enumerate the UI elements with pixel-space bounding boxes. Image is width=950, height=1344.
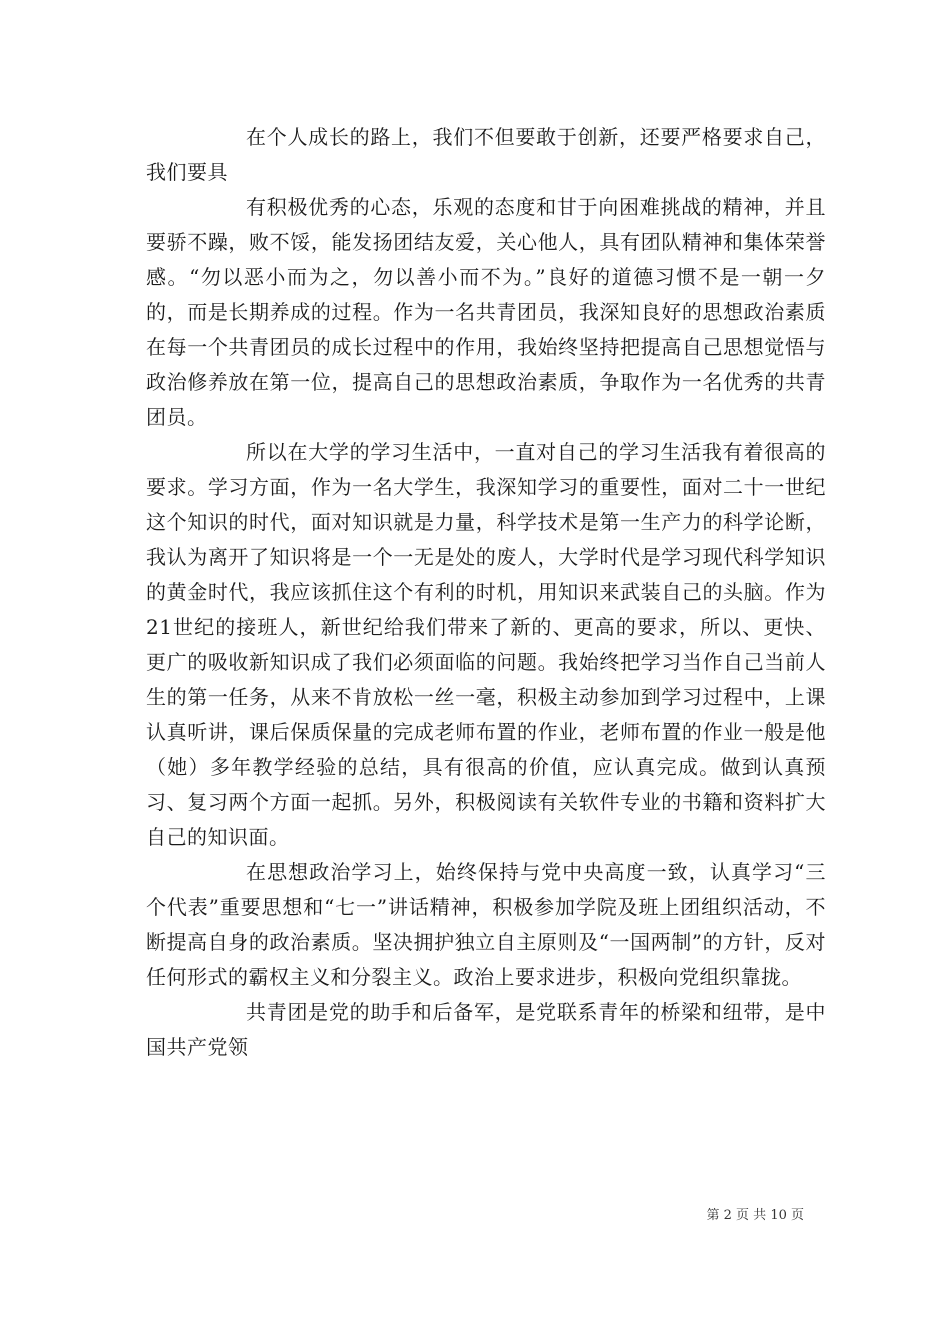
paragraph-5: 共青团是党的助手和后备军，是党联系青年的桥梁和纽带，是中国共产党领 (146, 1000, 826, 1059)
paragraph-1: 在个人成长的路上，我们不但要敢于创新，还要严格要求自己，我们要具 (146, 125, 826, 184)
document-body (146, 120, 826, 1065)
paragraph-2: 有积极优秀的心态，乐观的态度和甘于向困难挑战的精神，并且要骄不躁，败不馁，能发扬团结友爱，关心他人，具有团队精神和集体荣誉感。“勿以恶小而为之，勿以善小而不为。”良好的道德习惯不是一朝一夕的，而是长期养成的过程。作为一名共青团员，我深知良好的思想政治素质在每一个共青团员的成长过程中的作用，我始终坚持把提高自己思想觉悟与政治修养放在第一位，提高自己的思想政治素质，争取作为一名优秀的共青团员。 (146, 195, 826, 429)
paragraph-4: 在思想政治学习上，始终保持与党中央高度一致，认真学习“三个代表”重要思想和“七一”讲话精神，积极参加学院及班上团组织活动，不断提高自身的政治素质。坚决拥护独立自主原则及“一国两制”的方针，反对任何形式的霸权主义和分裂主义。政治上要求进步，积极向党组织靠拢。 (146, 860, 826, 989)
page-number: 第 2 页 共 10 页 (706, 1208, 804, 1223)
paragraph-3: 所以在大学的学习生活中，一直对自己的学习生活我有着很高的要求。学习方面，作为一名大学生，我深知学习的重要性，面对二十一世纪这个知识的时代，面对知识就是力量，科学技术是第一生产力的科学论断，我认为离开了知识将是一个一无是处的废人，大学时代是学习现代科学知识的黄金时代，我应该抓住这个有利的时机，用知识来武装自己的头脑。作为21世纪的接班人，新世纪给我们带来了新的、更高的要求，所以、更快、更广的吸收新知识成了我们必须面临的问题。我始终把学习当作自己当前人生的第一任务，从来不肯放松一丝一毫，积极主动参加到学习过程中，上课认真听讲，课后保质保量的完成老师布置的作业，老师布置的作业一般是他（她）多年教学经验的总结，具有很高的价值，应认真完成。做到认真预习、复习两个方面一起抓。另外，积极阅读有关软件专业的书籍和资料扩大自己的知识面。 (146, 440, 826, 849)
